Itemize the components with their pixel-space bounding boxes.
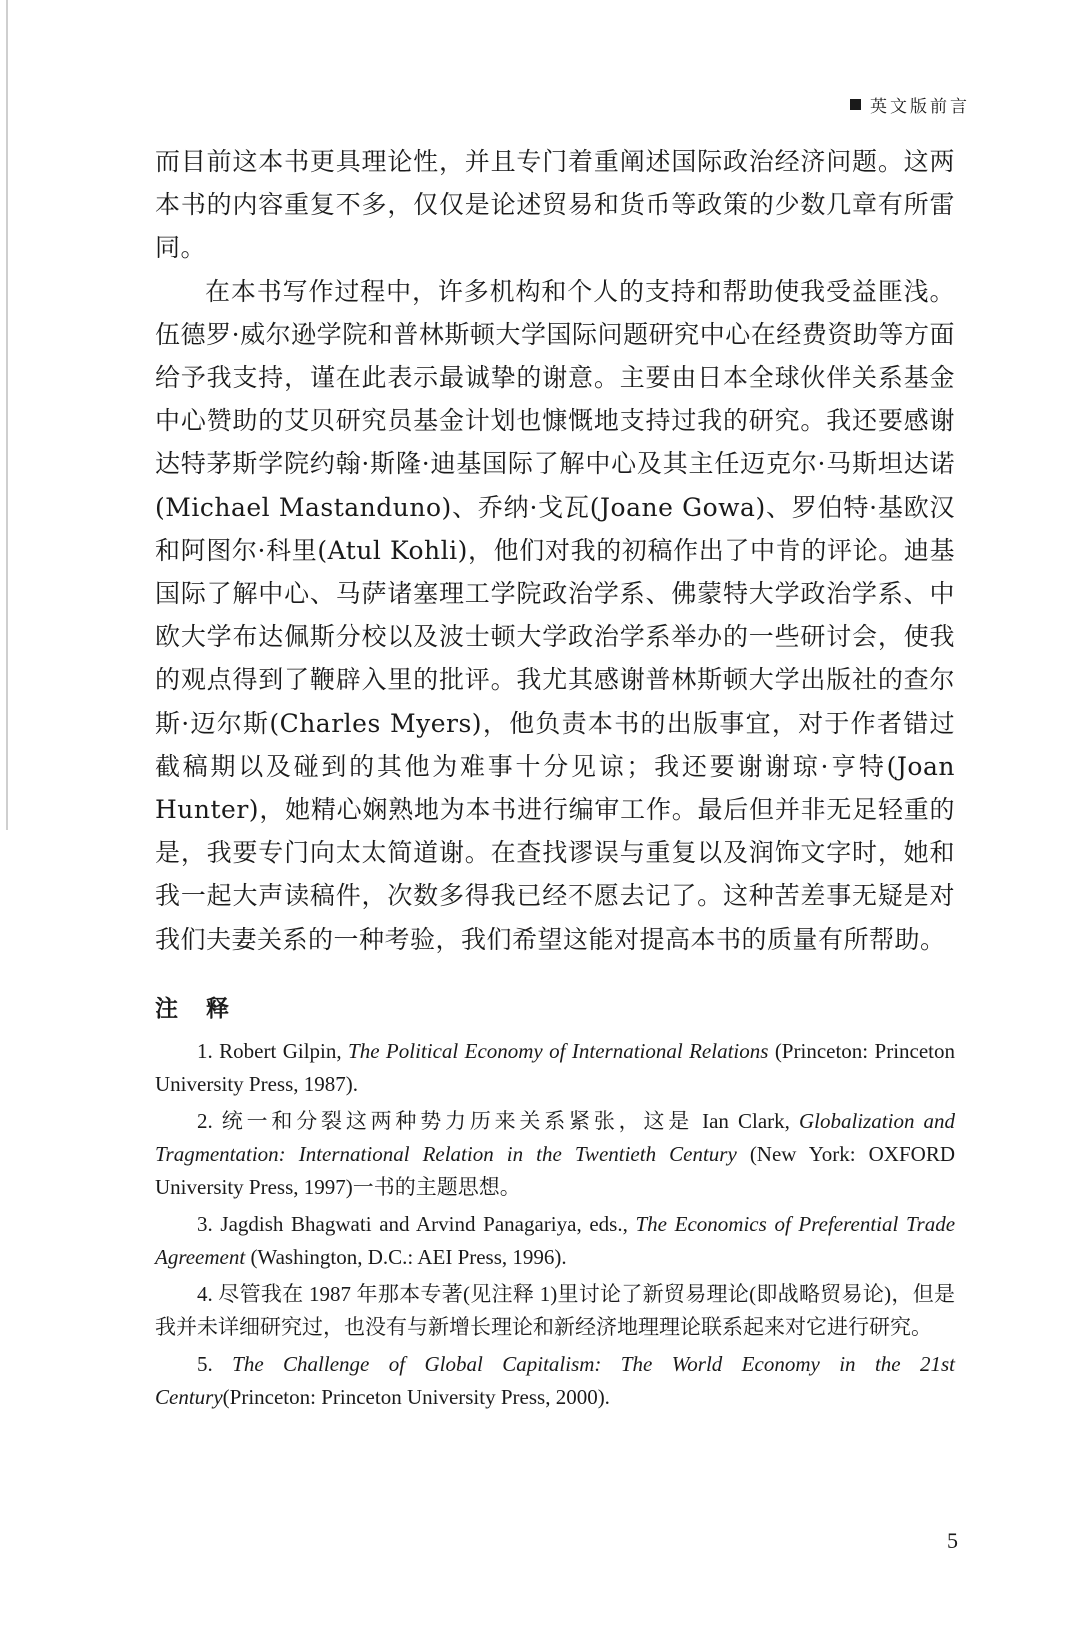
- binding-edge-line: [6, 0, 8, 830]
- note-item: 5. The Challenge of Global Capitalism: The World Economy in the 21st Century(Princeton: Princeton University Press, 2000).: [155, 1352, 955, 1409]
- note-item: 3. Jagdish Bhagwati and Arvind Panagariya, eds., The Economics of Preferential Trade Agreement (Washington, D.C.: AEI Press, 1996).: [155, 1212, 956, 1269]
- note-item: 4. 尽管我在 1987 年那本专著(见注释 1)里讨论了新贸易理论(即战略贸易论)，但是我并未详细研究过，也没有与新增长理论和新经济地理理论联系起来对它进行研究。: [155, 1282, 955, 1339]
- running-title: 英文版前言: [870, 97, 970, 117]
- paragraph-acknowledgements: 在本书写作过程中，许多机构和个人的支持和帮助使我受益匪浅。伍德罗·威尔逊学院和普林斯顿大学国际问题研究中心在经费资助等方面给予我支持，谨在此表示最诚挚的谢意。主要由日本全球伙伴关系基金中心赞助的艾贝研究员基金计划也慷慨地支持过我的研究。我还要感谢达特茅斯学院约翰·斯隆·迪基国际了解中心及其主任迈克尔·马斯坦达诺(Michael Mastanduno)、乔纳·戈瓦(Joane Gowa)、罗伯特·基欧汉和阿图尔·科里(Atul Kohli)，他们对我的初稿作出了中肯的评论。迪基国际了解中心、马萨诸塞理工学院政治学系、佛蒙特大学政治学系、中欧大学布达佩斯分校以及波士顿大学政治学系举办的一些研讨会，使我的观点得到了鞭辟入里的批评。我尤其感谢普林斯顿大学出版社的查尔斯·迈尔斯(Charles Myers)，他负责本书的出版事宜，对于作者错过截稿期以及碰到的其他为难事十分见谅；我还要谢谢琼·亨特(Joan Hunter)，她精心娴熟地为本书进行编审工作。最后但并非无足轻重的是，我要专门向太太简道谢。在查找谬误与重复以及润饰文字时，她和我一起大声读稿件，次数多得我已经不愿去记了。这种苦差事无疑是对我们夫妻关系的一种考验，我们希望这能对提高本书的质量有所帮助。: [155, 276, 955, 954]
- note-item: 2. 统一和分裂这两种势力历来关系紧张，这是 Ian Clark, Globalization and Tragmentation: International Relation in the Twentieth Century (New York: OXFORD University Press, 1997)一书的主题思想。: [155, 1109, 956, 1199]
- note-item: 1. Robert Gilpin, The Political Economy of International Relations (Princeton: Princeton University Press, 1987).: [155, 1039, 955, 1096]
- square-bullet-icon: [850, 99, 861, 110]
- paragraph-continued: 而目前这本书更具理论性，并且专门着重阐述国际政治经济问题。这两本书的内容重复不多，仅仅是论述贸易和货币等政策的少数几章有所雷同。: [155, 147, 955, 263]
- running-header: [850, 92, 970, 117]
- notes-list: [155, 1035, 955, 1418]
- body-text: [155, 140, 955, 961]
- page-number: 5: [947, 1528, 958, 1553]
- notes-heading: 注 释: [155, 995, 240, 1022]
